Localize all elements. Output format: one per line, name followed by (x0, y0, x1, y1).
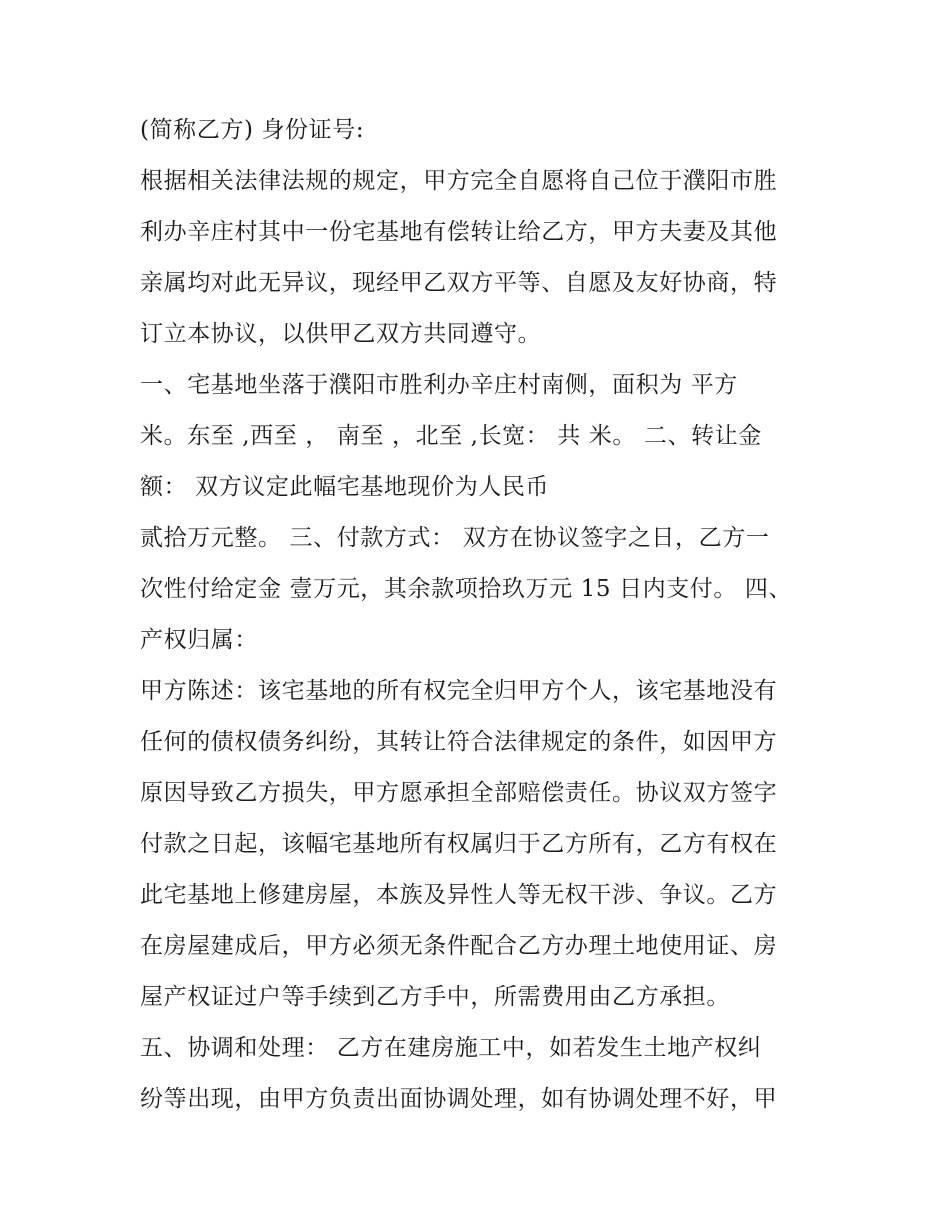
text-line: 纷等出现，由甲方负责出面协调处理，如有协调处理不好，甲 (140, 1086, 778, 1112)
text-line: 甲方陈述：该宅基地的所有权完全归甲方个人，该宅基地没有 (140, 678, 778, 704)
text-line: 原因导致乙方损失，甲方愿承担全部赔偿责任。协议双方签字 (140, 780, 778, 806)
clause-3-payment-line: 贰拾万元整。 三、付款方式： 双方在协议签字之日，乙方一 (140, 525, 770, 551)
text-line: 利办辛庄村其中一份宅基地有偿转让给乙方，甲方夫妻及其他 (140, 219, 778, 245)
text-line: 在房屋建成后，甲方必须无条件配合乙方办理土地使用证、房 (140, 933, 778, 959)
text-line: 根据相关法律法规的规定，甲方完全自愿将自己位于濮阳市胜 (140, 168, 778, 194)
text-line: 米。东至 ,西至 ， 南至 ，北至 ,长宽： 共 米。 二、转让金 (140, 423, 762, 449)
document-body (140, 108, 830, 1128)
clause-1-location-line: 一、宅基地坐落于濮阳市胜利办辛庄村南侧，面积为 平方 (140, 372, 738, 398)
text-line: 任何的债权债务纠纷，其转让符合法律规定的条件，如因甲方 (140, 729, 778, 755)
text-line: 屋产权证过户等手续到乙方手中，所需费用由乙方承担。 (140, 984, 730, 1010)
party-b-id-line: (简称乙方) 身份证号: (140, 117, 365, 143)
text-line: 次性付给定金 壹万元，其余款项拾玖万元 15 日内支付。 四、 (140, 576, 793, 602)
text-line: 此宅基地上修建房屋，本族及异性人等无权干涉、争议。乙方 (140, 882, 778, 908)
text-line: 额： 双方议定此幅宅基地现价为人民币 (140, 474, 550, 500)
text-line: 亲属均对此无异议，现经甲乙双方平等、自愿及友好协商，特 (140, 270, 778, 296)
clause-4-title-line: 产权归属： (140, 627, 258, 653)
clause-5-title-line: 五、协调和处理： 乙方在建房施工中，如若发生土地产权纠 (140, 1035, 762, 1061)
text-line: 付款之日起，该幅宅基地所有权属归于乙方所有，乙方有权在 (140, 831, 778, 857)
text-line: 订立本协议，以供甲乙双方共同遵守。 (140, 321, 542, 347)
